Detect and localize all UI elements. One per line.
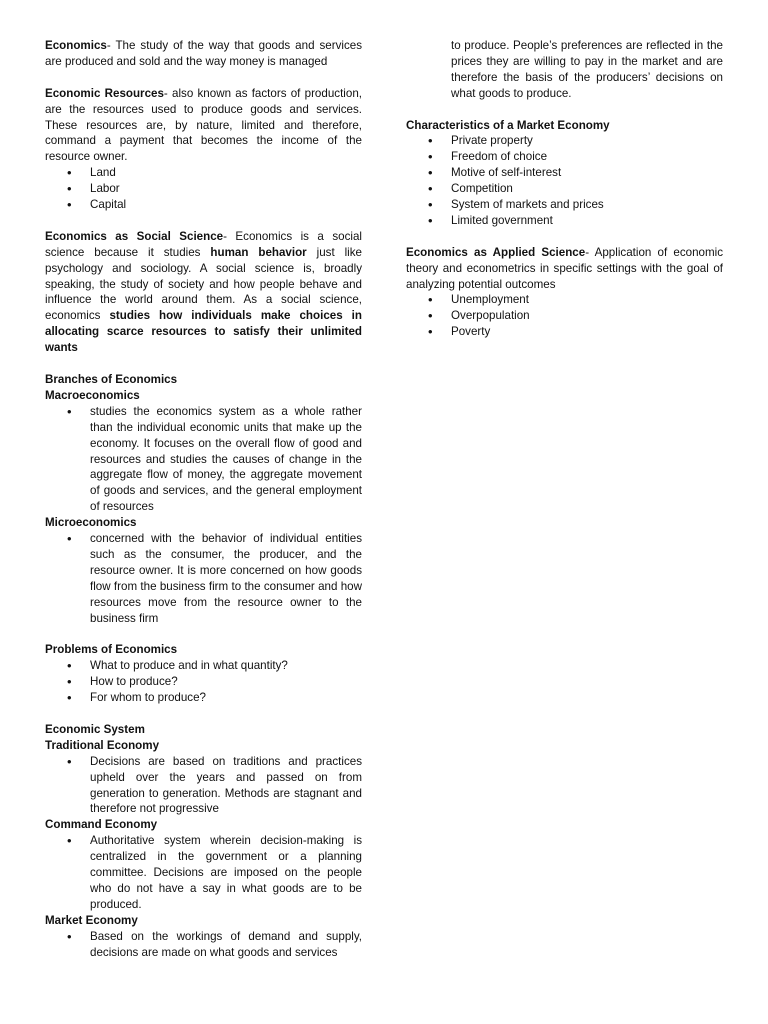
list-item: • Decisions are based on traditions and practices upheld over the years and passed on from generation to generation. Methods are stagnant and therefore not progressive bbox=[45, 754, 362, 818]
macroeconomics-list bbox=[45, 404, 362, 515]
list-item: • What to produce and in what quantity? bbox=[45, 658, 362, 674]
social-science-text-1: - Economics is a social science because it studies bbox=[45, 229, 362, 259]
characteristics-list bbox=[406, 133, 723, 228]
problems-heading: Problems of Economics bbox=[45, 643, 178, 657]
macroeconomics-heading: Macroeconomics bbox=[45, 388, 140, 402]
list-item: • Capital bbox=[45, 197, 362, 213]
microeconomics-heading: Microeconomics bbox=[45, 516, 137, 530]
list-item: • Limited government bbox=[406, 213, 723, 229]
market-economy-list bbox=[45, 929, 362, 961]
economics-text: - The study of the way that goods and services are produced and sold and the way money is managed bbox=[45, 39, 362, 68]
list-item: • Labor bbox=[45, 181, 362, 197]
economics-definition bbox=[45, 38, 362, 70]
market-economy-continuation: to produce. People’s preferences are reflected in the prices they are willing to pay in the market and are therefore the basis of the producers’ decisions on what goods to produce. bbox=[451, 39, 723, 100]
list-item: • Land bbox=[45, 165, 362, 181]
list-item: • Based on the workings of demand and supply, decisions are made on what goods and services bbox=[45, 929, 362, 961]
list-item: • Motive of self-interest bbox=[406, 165, 723, 181]
social-science-bold-1: human behavior bbox=[210, 245, 307, 259]
branches-heading: Branches of Economics bbox=[45, 372, 178, 386]
list-item: • studies the economics system as a whole rather than the individual economic units that make up the economy. It focuses on the overall flow of good and resources and studies the causes of change in the aggregate flow of money, the aggregate movement of goods and services, and the general employment of resources bbox=[45, 404, 362, 515]
left-column bbox=[45, 38, 362, 960]
list-item: • Authoritative system wherein decision-making is centralized in the government or a planning committee. Decisions are imposed on the people who do not have a say in what goods are to be produced. bbox=[45, 833, 362, 913]
list-item: • Freedom of choice bbox=[406, 149, 723, 165]
list-item: • For whom to produce? bbox=[45, 690, 362, 706]
traditional-economy-heading: Traditional Economy bbox=[45, 738, 160, 752]
economic-system-heading: Economic System bbox=[45, 722, 145, 736]
resources-list bbox=[45, 165, 362, 213]
economic-resources-text: - also known as factors of production, are the resources used to produce goods and services. These resources are, by nature, limited and therefore, command a payment that becomes the income of the resource owner. bbox=[45, 86, 362, 164]
applied-science-definition bbox=[406, 245, 723, 293]
list-item: • concerned with the behavior of individual entities such as the consumer, the producer, and the resource owner. It is more concerned on how goods flow from the business firm to the consumer and how resources move from the resource owner to the business firm bbox=[45, 531, 362, 626]
social-science-text-2: just like psychology and sociology. A social science is, broadly speaking, the study of society and how people behave and influence the world around them. As a social science, economics bbox=[45, 245, 362, 323]
problems-list bbox=[45, 658, 362, 706]
command-economy-heading: Command Economy bbox=[45, 818, 158, 832]
list-item: • Unemployment bbox=[406, 292, 723, 308]
traditional-economy-list bbox=[45, 754, 362, 818]
applied-science-term: Economics as Applied Science bbox=[406, 245, 586, 259]
applied-science-text: - Application of economic theory and econometrics in specific settings with the goal of analyzing potential outcomes bbox=[406, 245, 723, 291]
social-science-bold-2: studies how individuals make choices in allocating scarce resources to satisfy their unlimited wants bbox=[45, 309, 362, 355]
market-economy-heading: Market Economy bbox=[45, 913, 138, 927]
social-science-definition bbox=[45, 229, 362, 356]
applied-science-list bbox=[406, 292, 723, 340]
list-item: • Competition bbox=[406, 181, 723, 197]
command-economy-list bbox=[45, 833, 362, 913]
social-science-term: Economics as Social Science bbox=[45, 229, 224, 243]
list-item: • How to produce? bbox=[45, 674, 362, 690]
characteristics-heading: Characteristics of a Market Economy bbox=[406, 118, 610, 132]
economic-resources-definition bbox=[45, 86, 362, 166]
list-item: • Private property bbox=[406, 133, 723, 149]
right-column bbox=[406, 38, 723, 340]
list-item: • Overpopulation bbox=[406, 308, 723, 324]
list-item: • System of markets and prices bbox=[406, 197, 723, 213]
microeconomics-list bbox=[45, 531, 362, 626]
economic-resources-term: Economic Resources bbox=[45, 86, 164, 100]
list-item: • Poverty bbox=[406, 324, 723, 340]
economics-term: Economics bbox=[45, 39, 107, 52]
